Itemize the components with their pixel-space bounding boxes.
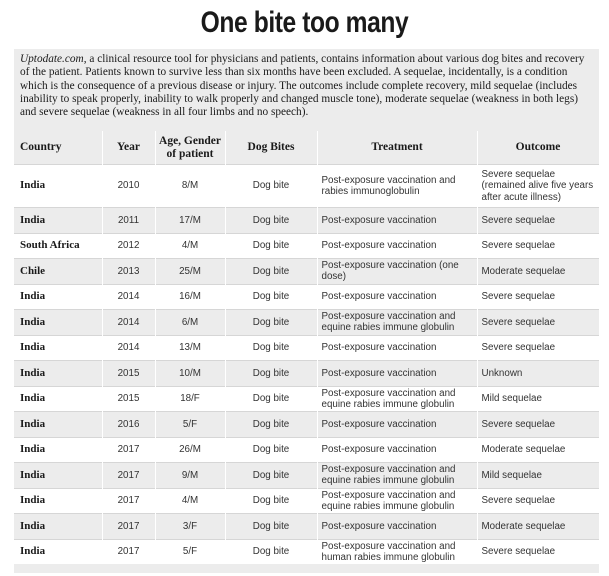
- table-row: [14, 463, 599, 489]
- cell-outcome: Moderate sequelae: [477, 259, 599, 285]
- cell-treatment: Post-exposure vaccination: [317, 361, 477, 387]
- cell-outcome: Severe sequelae: [477, 335, 599, 361]
- cell-age-gender: 4/M: [155, 233, 225, 259]
- cell-country: India: [14, 412, 102, 438]
- cell-year: 2015: [102, 386, 155, 412]
- table-row: [14, 514, 599, 540]
- table-row: [14, 361, 599, 387]
- table-row: [14, 335, 599, 361]
- table-header-row: [14, 131, 599, 165]
- cell-age-gender: 26/M: [155, 437, 225, 463]
- cell-country: Chile: [14, 259, 102, 285]
- cell-year: 2014: [102, 310, 155, 336]
- cell-dog-bite: Dog bite: [225, 463, 317, 489]
- cell-treatment: Post-exposure vaccination: [317, 208, 477, 234]
- cell-age-gender: 16/M: [155, 284, 225, 310]
- cell-treatment: Post-exposure vaccination and equine rabies immune globulin: [317, 463, 477, 489]
- cell-outcome: Severe sequelae: [477, 208, 599, 234]
- table-row: [14, 165, 599, 208]
- cell-outcome: Severe sequelae: [477, 488, 599, 514]
- table-row: [14, 284, 599, 310]
- cell-treatment: Post-exposure vaccination: [317, 284, 477, 310]
- cell-treatment: Post-exposure vaccination and equine rabies immune globulin: [317, 310, 477, 336]
- cell-treatment: Post-exposure vaccination (one dose): [317, 259, 477, 285]
- cell-age-gender: 8/M: [155, 165, 225, 208]
- header-year: Year: [102, 131, 155, 165]
- cell-age-gender: 25/M: [155, 259, 225, 285]
- cell-dog-bite: Dog bite: [225, 284, 317, 310]
- cell-country: India: [14, 488, 102, 514]
- cell-country: India: [14, 361, 102, 387]
- cell-year: 2017: [102, 539, 155, 564]
- header-dog-bites: Dog Bites: [225, 131, 317, 165]
- cell-country: India: [14, 514, 102, 540]
- cell-age-gender: 9/M: [155, 463, 225, 489]
- header-age-gender: Age, Gender of patient: [155, 131, 225, 165]
- cell-dog-bite: Dog bite: [225, 233, 317, 259]
- cell-age-gender: 18/F: [155, 386, 225, 412]
- cell-dog-bite: Dog bite: [225, 259, 317, 285]
- cell-country: South Africa: [14, 233, 102, 259]
- cell-treatment: Post-exposure vaccination and equine rabies immune globulin: [317, 386, 477, 412]
- cell-dog-bite: Dog bite: [225, 539, 317, 564]
- cell-dog-bite: Dog bite: [225, 310, 317, 336]
- cell-year: 2010: [102, 165, 155, 208]
- cell-age-gender: 5/F: [155, 539, 225, 564]
- cell-outcome: Severe sequelae (remained alive five years after acute illness): [477, 165, 599, 208]
- cell-year: 2014: [102, 284, 155, 310]
- cell-outcome: Moderate sequelae: [477, 514, 599, 540]
- cell-country: India: [14, 335, 102, 361]
- header-outcome: Outcome: [477, 131, 599, 165]
- cell-country: India: [14, 463, 102, 489]
- cell-year: 2015: [102, 361, 155, 387]
- cell-age-gender: 13/M: [155, 335, 225, 361]
- table-row: [14, 259, 599, 285]
- cell-year: 2013: [102, 259, 155, 285]
- table-row: [14, 437, 599, 463]
- cell-age-gender: 4/M: [155, 488, 225, 514]
- cell-country: India: [14, 437, 102, 463]
- cell-year: 2012: [102, 233, 155, 259]
- table-row: [14, 412, 599, 438]
- table-row: [14, 233, 599, 259]
- header-treatment: Treatment: [317, 131, 477, 165]
- cell-dog-bite: Dog bite: [225, 412, 317, 438]
- cell-treatment: Post-exposure vaccination and equine rabies immune globulin: [317, 488, 477, 514]
- cell-treatment: Post-exposure vaccination and human rabies immune globulin: [317, 539, 477, 564]
- cell-treatment: Post-exposure vaccination: [317, 412, 477, 438]
- cell-year: 2017: [102, 488, 155, 514]
- cell-year: 2017: [102, 463, 155, 489]
- cell-age-gender: 10/M: [155, 361, 225, 387]
- cell-outcome: Severe sequelae: [477, 412, 599, 438]
- cell-outcome: Unknown: [477, 361, 599, 387]
- cell-dog-bite: Dog bite: [225, 514, 317, 540]
- page-title: One bite too many: [200, 6, 409, 39]
- cell-dog-bite: Dog bite: [225, 165, 317, 208]
- cell-country: India: [14, 386, 102, 412]
- cell-country: India: [14, 539, 102, 564]
- cell-dog-bite: Dog bite: [225, 361, 317, 387]
- cell-dog-bite: Dog bite: [225, 335, 317, 361]
- table-row: [14, 539, 599, 564]
- cell-outcome: Severe sequelae: [477, 233, 599, 259]
- cell-age-gender: 6/M: [155, 310, 225, 336]
- cell-year: 2016: [102, 412, 155, 438]
- intro-paragraph: [20, 53, 595, 119]
- cell-year: 2017: [102, 514, 155, 540]
- cell-outcome: Mild sequelae: [477, 386, 599, 412]
- cell-year: 2017: [102, 437, 155, 463]
- table-row: [14, 310, 599, 336]
- cell-treatment: Post-exposure vaccination: [317, 437, 477, 463]
- intro-text: , a clinical resource tool for physicians and patients, contains information about various dog bites and recovery of the patient. Patients known to survive less than six months have been excluded. A sequelae, incidentally, is a condition which is the consequence of a previous disease or injury. The outcomes include complete recovery, mild sequelae (includes inability to speak properly, inability to walk properly and changed muscle tone), moderate sequelae (weakness in both legs) and severe sequelae (weakness in all four limbs and no speech).: [20, 53, 585, 119]
- table-body: [14, 165, 599, 565]
- cell-year: 2011: [102, 208, 155, 234]
- cell-country: India: [14, 165, 102, 208]
- cell-outcome: Mild sequelae: [477, 463, 599, 489]
- table-row: [14, 386, 599, 412]
- cell-year: 2014: [102, 335, 155, 361]
- cell-dog-bite: Dog bite: [225, 488, 317, 514]
- cell-country: India: [14, 310, 102, 336]
- cell-treatment: Post-exposure vaccination and rabies immunoglobulin: [317, 165, 477, 208]
- cell-treatment: Post-exposure vaccination: [317, 335, 477, 361]
- cases-table: [14, 131, 600, 564]
- table-row: [14, 488, 599, 514]
- cell-outcome: Severe sequelae: [477, 310, 599, 336]
- intro-source: Uptodate.com: [20, 53, 84, 65]
- cell-dog-bite: Dog bite: [225, 386, 317, 412]
- cell-dog-bite: Dog bite: [225, 437, 317, 463]
- cell-country: India: [14, 284, 102, 310]
- cell-outcome: Severe sequelae: [477, 284, 599, 310]
- cell-country: India: [14, 208, 102, 234]
- cell-age-gender: 17/M: [155, 208, 225, 234]
- cell-age-gender: 5/F: [155, 412, 225, 438]
- cell-outcome: Severe sequelae: [477, 539, 599, 564]
- cell-dog-bite: Dog bite: [225, 208, 317, 234]
- cell-treatment: Post-exposure vaccination: [317, 233, 477, 259]
- cell-treatment: Post-exposure vaccination: [317, 514, 477, 540]
- cell-age-gender: 3/F: [155, 514, 225, 540]
- table-row: [14, 208, 599, 234]
- cell-outcome: Moderate sequelae: [477, 437, 599, 463]
- header-country: Country: [14, 131, 102, 165]
